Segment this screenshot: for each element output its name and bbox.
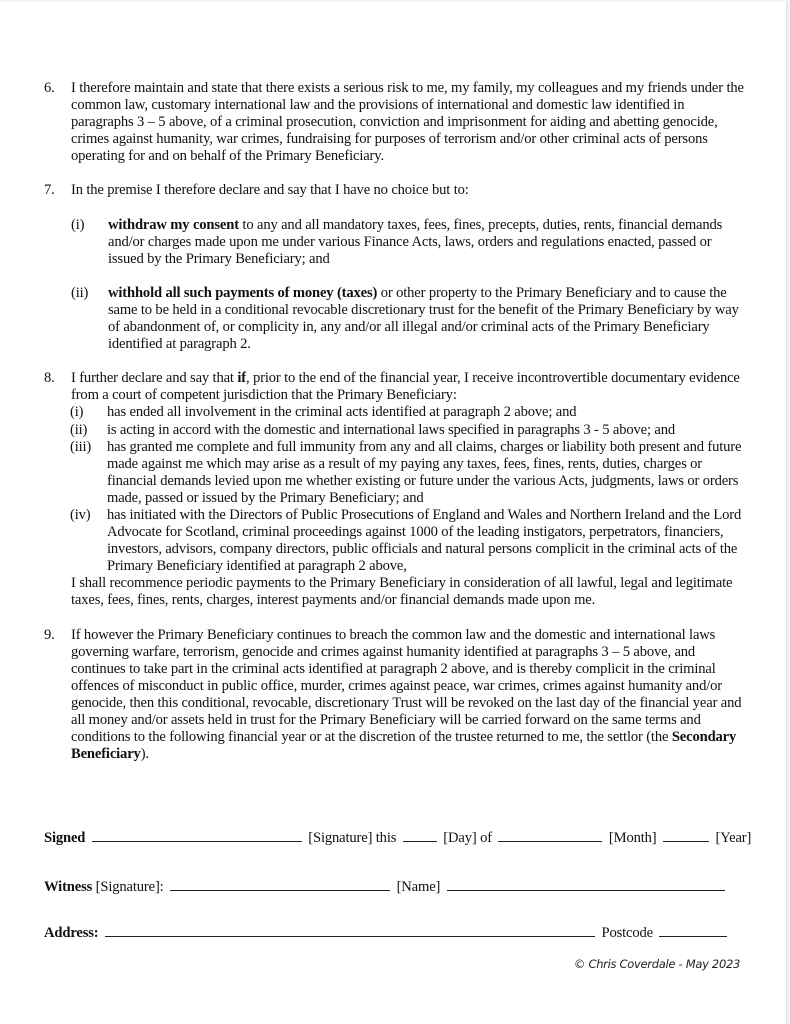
sub-item (70, 404, 744, 421)
paragraph-number: 6. (44, 80, 55, 96)
month-field[interactable] (498, 828, 602, 842)
paragraph-9 (44, 627, 744, 764)
paragraph-text: If however the Primary Beneficiary continues to breach the common law and the domestic and international laws governing warfare, terrorism, genocide and crimes against humanity identified at paragraphs 3 – 5 above, and continues to take part in the criminal acts identified at paragraph 2 above, and is thereby complicit in the criminal offences of misconduct in public office, murder, crimes against peace, war crimes, crimes against humanity and/or genocide, then this conditional, revocable, discretionary Trust will be revoked on the last day of the financial year and all money and/or assets held in trust for the Primary Beneficiary will be carried forward on the same terms and conditions to the following financial year or at the discretion of the trustee returned to me, the settlor (the (71, 626, 742, 746)
sub-item-marker: (i) (71, 216, 85, 233)
sub-list (70, 404, 744, 575)
witness-label: Witness (44, 879, 93, 895)
sub-item-marker: (ii) (71, 284, 89, 301)
sub-item-marker: (ii) (70, 421, 88, 438)
sub-item (70, 439, 744, 507)
postcode-label: Postcode (601, 925, 653, 941)
witness-row (44, 877, 728, 896)
postcode-field[interactable] (659, 923, 727, 937)
paragraph-6 (44, 80, 744, 165)
sub-item-text: or other property to the Primary Beneficiary and to cause the same to be held in a conditional revocable discretionary trust for the benefit of the Primary Beneficiary by way of abandonment of, or complicity in, any and/or all illegal and/or criminal acts of the Primary Beneficiary identified at paragraph 2. (108, 284, 739, 353)
sub-item-emphasis: withhold all such payments of money (taxes) (108, 284, 378, 301)
sub-item-marker: (iv) (70, 506, 91, 523)
witness-hint: [Signature]: (95, 879, 164, 895)
sub-item (70, 422, 744, 439)
signature-field[interactable] (92, 828, 302, 842)
sub-item-text: has ended all involvement in the criminal acts identified at paragraph 2 above; and (107, 404, 577, 421)
paragraph-intro-cont: , prior to the end of the financial year, I receive incontrovertible documentary evidence from a court of competent jurisdiction that the Primary Beneficiary: (71, 370, 740, 404)
witness-name-field[interactable] (447, 877, 725, 891)
sub-item-emphasis: withdraw my consent (108, 216, 239, 233)
paragraph-number: 9. (44, 626, 55, 643)
paragraph-intro: I further declare and say that (71, 370, 238, 387)
sub-item-text: has granted me complete and full immunity from any and all claims, charges or liability both present and future made against me which may arise as a result of my paying any taxes, fees, fines, rents, duties, charges or financial demands levied upon me whether existing or future under the various Acts, judgments, laws or orders made, passed or issued by the Primary Beneficiary; and (107, 438, 742, 506)
sub-item-marker: (iii) (70, 438, 92, 455)
paragraph-intro: In the premise I therefore declare and say that I have no choice but to: (71, 182, 469, 199)
document-page (0, 2, 787, 1024)
sub-item-text: to any and all mandatory taxes, fees, fines, precepts, duties, rents, financial demands and/or charges made upon me under various Finance Acts, laws, orders and regulations enacted, passed or issued by the Primary Beneficiary; and (108, 216, 723, 267)
sub-item-text: has initiated with the Directors of Public Prosecutions of England and Wales and Northern Ireland and the Lord Advocate for Scotland, criminal proceedings against 1000 of the leading instigators, perpetrators, financiers, investors, advisors, company directors, public officials and natural persons complicit in the criminal acts of the Primary Beneficiary identified at paragraph 2 above, (107, 506, 742, 575)
paragraph-text: I therefore maintain and state that there exists a serious risk to me, my family, my colleagues and my friends under the common law, customary international law and the provisions of international and domestic law identified in paragraphs 3 – 5 above, of a criminal prosecution, conviction and imprisonment for aiding and abetting genocide, crimes against humanity, war crimes, fundraising for purposes of terrorism and/or other criminal acts of persons operating for and on behalf of the Primary Beneficiary. (71, 80, 744, 165)
signed-label: Signed (44, 830, 86, 846)
paragraph-number: 7. (44, 182, 55, 199)
year-hint: [Year] (715, 830, 752, 846)
sub-item-marker: (i) (70, 404, 84, 421)
month-hint: [Month] (608, 830, 657, 846)
signature-hint: [Signature] this (308, 830, 397, 846)
paragraph-conclusion: I shall recommence periodic payments to the Primary Beneficiary in consideration of all lawful, legal and legitimate taxes, fees, fines, rents, charges, interest payments and/or financial demands made upon me. (71, 575, 733, 609)
paragraph-8 (44, 370, 744, 609)
signature-row (44, 828, 751, 847)
sub-item (71, 217, 744, 268)
document-body (44, 80, 744, 763)
paragraph-7 (44, 182, 744, 353)
name-hint: [Name] (396, 879, 441, 895)
paragraph-number: 8. (44, 370, 55, 387)
paragraph-text-end: ). (140, 746, 149, 763)
address-row (44, 923, 730, 942)
witness-signature-field[interactable] (170, 877, 390, 891)
paragraph-emphasis: Secondary Beneficiary (71, 729, 737, 763)
day-field[interactable] (403, 828, 437, 842)
paragraph-intro-emphasis: if (237, 370, 246, 387)
sub-list (71, 217, 744, 354)
day-hint: [Day] of (443, 830, 492, 846)
sub-item-text: is acting in accord with the domestic and international laws specified in paragraphs 3 - 5 above; and (107, 421, 676, 438)
copyright-credit: © Chris Coverdale - May 2023 (573, 957, 740, 971)
address-label: Address: (44, 925, 99, 941)
address-field[interactable] (105, 923, 595, 937)
sub-item (71, 285, 744, 353)
sub-item (70, 507, 744, 575)
year-field[interactable] (663, 828, 709, 842)
